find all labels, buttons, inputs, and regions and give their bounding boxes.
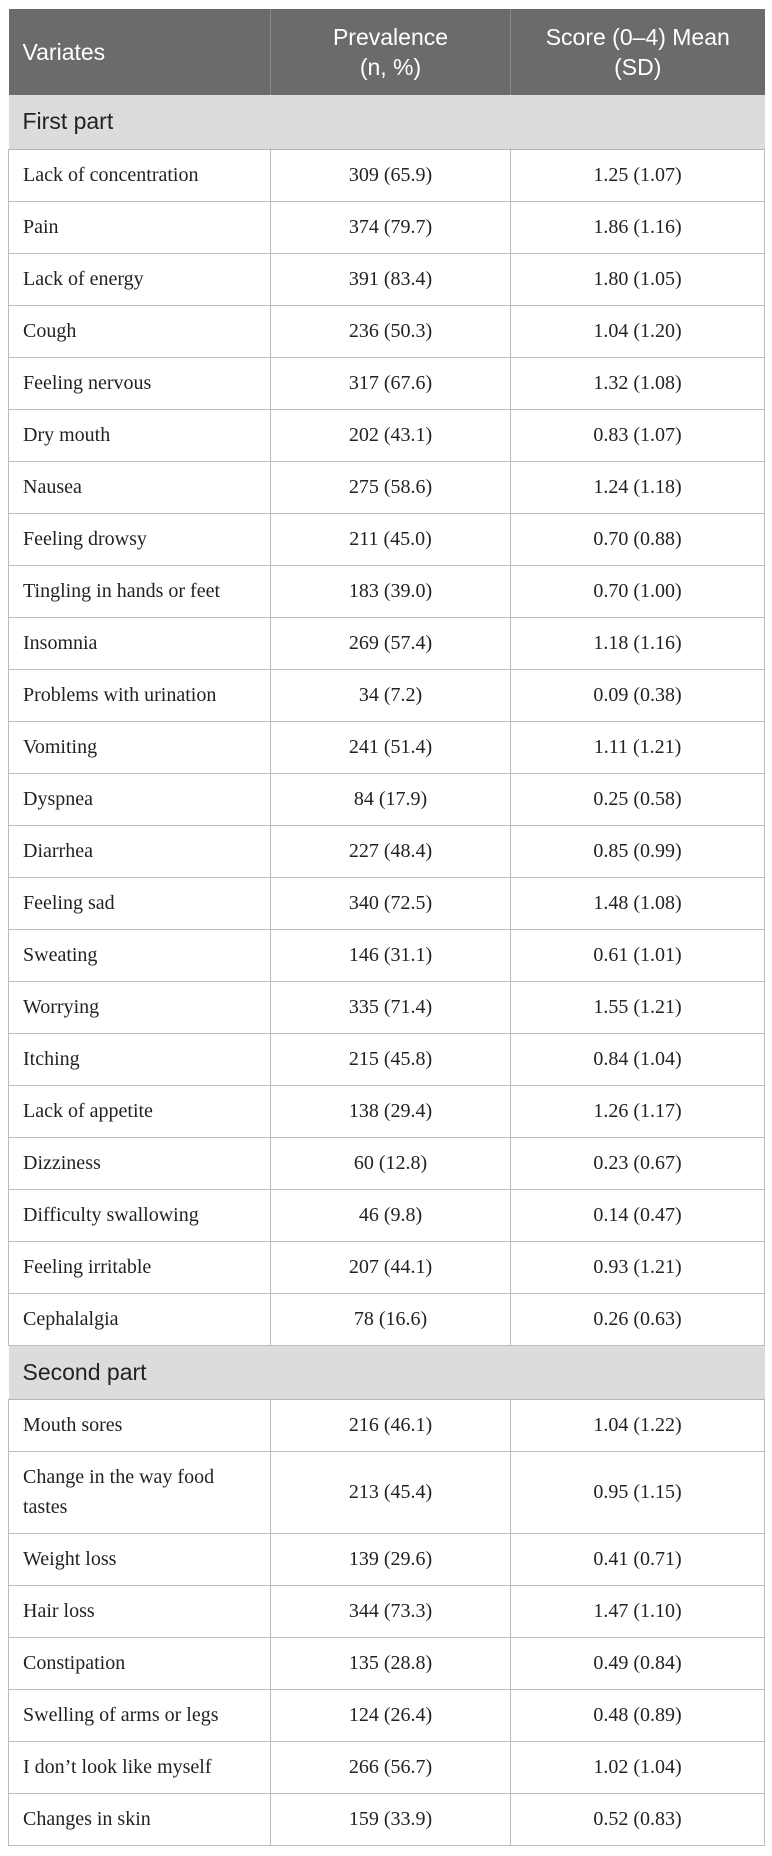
table-row	[9, 981, 765, 1033]
table-row	[9, 201, 765, 253]
cell-score: 1.48 (1.08)	[511, 877, 765, 929]
cell-score: 0.26 (0.63)	[511, 1293, 765, 1345]
table-row	[9, 1585, 765, 1637]
table-row	[9, 305, 765, 357]
cell-score: 1.47 (1.10)	[511, 1585, 765, 1637]
section-row	[9, 95, 765, 149]
cell-variate: Problems with urination	[9, 669, 271, 721]
table-row	[9, 357, 765, 409]
header-score-line2: (SD)	[614, 54, 662, 80]
table-row	[9, 1741, 765, 1793]
table-row	[9, 409, 765, 461]
cell-prevalence: 391 (83.4)	[271, 253, 511, 305]
table-row	[9, 1533, 765, 1585]
cell-score: 0.83 (1.07)	[511, 409, 765, 461]
cell-variate: Vomiting	[9, 721, 271, 773]
cell-variate: Feeling nervous	[9, 357, 271, 409]
cell-prevalence: 215 (45.8)	[271, 1033, 511, 1085]
cell-prevalence: 241 (51.4)	[271, 721, 511, 773]
cell-variate: Nausea	[9, 461, 271, 513]
cell-variate: Changes in skin	[9, 1793, 271, 1845]
cell-score: 1.25 (1.07)	[511, 149, 765, 201]
cell-variate: Lack of appetite	[9, 1085, 271, 1137]
cell-score: 1.26 (1.17)	[511, 1085, 765, 1137]
cell-prevalence: 227 (48.4)	[271, 825, 511, 877]
header-score-line1: Score (0–4) Mean	[545, 24, 730, 50]
table-row	[9, 877, 765, 929]
cell-score: 0.85 (0.99)	[511, 825, 765, 877]
cell-variate: Feeling sad	[9, 877, 271, 929]
header-prevalence-line1: Prevalence	[332, 24, 449, 50]
cell-variate: Dizziness	[9, 1137, 271, 1189]
cell-prevalence: 344 (73.3)	[271, 1585, 511, 1637]
cell-score: 0.70 (1.00)	[511, 565, 765, 617]
cell-prevalence: 317 (67.6)	[271, 357, 511, 409]
cell-prevalence: 213 (45.4)	[271, 1451, 511, 1533]
section-title: First part	[9, 95, 765, 149]
table-row	[9, 1241, 765, 1293]
cell-variate: Cough	[9, 305, 271, 357]
cell-score: 1.11 (1.21)	[511, 721, 765, 773]
cell-score: 1.02 (1.04)	[511, 1741, 765, 1793]
header-row	[9, 9, 765, 95]
cell-score: 0.52 (0.83)	[511, 1793, 765, 1845]
cell-prevalence: 183 (39.0)	[271, 565, 511, 617]
cell-prevalence: 269 (57.4)	[271, 617, 511, 669]
cell-prevalence: 207 (44.1)	[271, 1241, 511, 1293]
cell-prevalence: 374 (79.7)	[271, 201, 511, 253]
cell-score: 0.84 (1.04)	[511, 1033, 765, 1085]
table-row	[9, 1451, 765, 1533]
cell-variate: I don’t look like myself	[9, 1741, 271, 1793]
cell-variate: Weight loss	[9, 1533, 271, 1585]
cell-prevalence: 236 (50.3)	[271, 305, 511, 357]
cell-score: 1.80 (1.05)	[511, 253, 765, 305]
cell-score: 0.61 (1.01)	[511, 929, 765, 981]
header-score	[511, 9, 765, 95]
header-prevalence	[271, 9, 511, 95]
table-row	[9, 1399, 765, 1451]
cell-score: 0.23 (0.67)	[511, 1137, 765, 1189]
cell-prevalence: 146 (31.1)	[271, 929, 511, 981]
cell-variate: Constipation	[9, 1637, 271, 1689]
cell-variate: Lack of concentration	[9, 149, 271, 201]
section-row	[9, 1345, 765, 1399]
table-row	[9, 825, 765, 877]
cell-score: 1.24 (1.18)	[511, 461, 765, 513]
table-row	[9, 773, 765, 825]
cell-variate: Swelling of arms or legs	[9, 1689, 271, 1741]
cell-prevalence: 275 (58.6)	[271, 461, 511, 513]
cell-score: 0.14 (0.47)	[511, 1189, 765, 1241]
cell-prevalence: 60 (12.8)	[271, 1137, 511, 1189]
table-row	[9, 669, 765, 721]
cell-score: 0.95 (1.15)	[511, 1451, 765, 1533]
cell-prevalence: 202 (43.1)	[271, 409, 511, 461]
table-row	[9, 1189, 765, 1241]
cell-variate: Hair loss	[9, 1585, 271, 1637]
cell-variate: Dry mouth	[9, 409, 271, 461]
cell-variate: Pain	[9, 201, 271, 253]
cell-variate: Cephalalgia	[9, 1293, 271, 1345]
cell-variate: Worrying	[9, 981, 271, 1033]
section-title: Second part	[9, 1345, 765, 1399]
cell-prevalence: 340 (72.5)	[271, 877, 511, 929]
cell-prevalence: 34 (7.2)	[271, 669, 511, 721]
table-row	[9, 149, 765, 201]
cell-variate: Tingling in hands or feet	[9, 565, 271, 617]
cell-score: 1.04 (1.22)	[511, 1399, 765, 1451]
cell-prevalence: 335 (71.4)	[271, 981, 511, 1033]
cell-score: 1.86 (1.16)	[511, 201, 765, 253]
cell-variate: Dyspnea	[9, 773, 271, 825]
symptom-table-container	[8, 9, 764, 1846]
cell-variate: Difficulty swallowing	[9, 1189, 271, 1241]
cell-prevalence: 46 (9.8)	[271, 1189, 511, 1241]
cell-prevalence: 211 (45.0)	[271, 513, 511, 565]
cell-variate: Diarrhea	[9, 825, 271, 877]
cell-prevalence: 159 (33.9)	[271, 1793, 511, 1845]
table-row	[9, 929, 765, 981]
header-variates: Variates	[9, 9, 271, 95]
cell-prevalence: 78 (16.6)	[271, 1293, 511, 1345]
table-row	[9, 721, 765, 773]
cell-variate: Feeling drowsy	[9, 513, 271, 565]
table-row	[9, 1293, 765, 1345]
cell-prevalence: 216 (46.1)	[271, 1399, 511, 1451]
cell-score: 0.93 (1.21)	[511, 1241, 765, 1293]
cell-prevalence: 138 (29.4)	[271, 1085, 511, 1137]
cell-prevalence: 139 (29.6)	[271, 1533, 511, 1585]
cell-variate: Lack of energy	[9, 253, 271, 305]
cell-variate: Mouth sores	[9, 1399, 271, 1451]
symptom-table	[8, 9, 765, 1846]
table-row	[9, 253, 765, 305]
cell-prevalence: 266 (56.7)	[271, 1741, 511, 1793]
table-row	[9, 1033, 765, 1085]
cell-prevalence: 84 (17.9)	[271, 773, 511, 825]
table-header	[9, 9, 765, 95]
header-prevalence-line2: (n, %)	[359, 54, 422, 80]
table-row	[9, 1689, 765, 1741]
cell-variate: Sweating	[9, 929, 271, 981]
table-row	[9, 461, 765, 513]
table-row	[9, 1137, 765, 1189]
cell-prevalence: 124 (26.4)	[271, 1689, 511, 1741]
cell-score: 0.09 (0.38)	[511, 669, 765, 721]
table-row	[9, 1637, 765, 1689]
table-row	[9, 513, 765, 565]
cell-score: 1.18 (1.16)	[511, 617, 765, 669]
cell-variate: Itching	[9, 1033, 271, 1085]
cell-score: 1.32 (1.08)	[511, 357, 765, 409]
cell-score: 0.70 (0.88)	[511, 513, 765, 565]
cell-score: 1.55 (1.21)	[511, 981, 765, 1033]
cell-score: 0.48 (0.89)	[511, 1689, 765, 1741]
table-body	[9, 95, 765, 1845]
cell-prevalence: 309 (65.9)	[271, 149, 511, 201]
cell-variate: Change in the way food tastes	[9, 1451, 271, 1533]
table-row	[9, 1085, 765, 1137]
table-row	[9, 1793, 765, 1845]
cell-score: 0.25 (0.58)	[511, 773, 765, 825]
table-row	[9, 617, 765, 669]
cell-prevalence: 135 (28.8)	[271, 1637, 511, 1689]
cell-score: 0.49 (0.84)	[511, 1637, 765, 1689]
table-row	[9, 565, 765, 617]
cell-score: 0.41 (0.71)	[511, 1533, 765, 1585]
cell-score: 1.04 (1.20)	[511, 305, 765, 357]
cell-variate: Insomnia	[9, 617, 271, 669]
cell-variate: Feeling irritable	[9, 1241, 271, 1293]
